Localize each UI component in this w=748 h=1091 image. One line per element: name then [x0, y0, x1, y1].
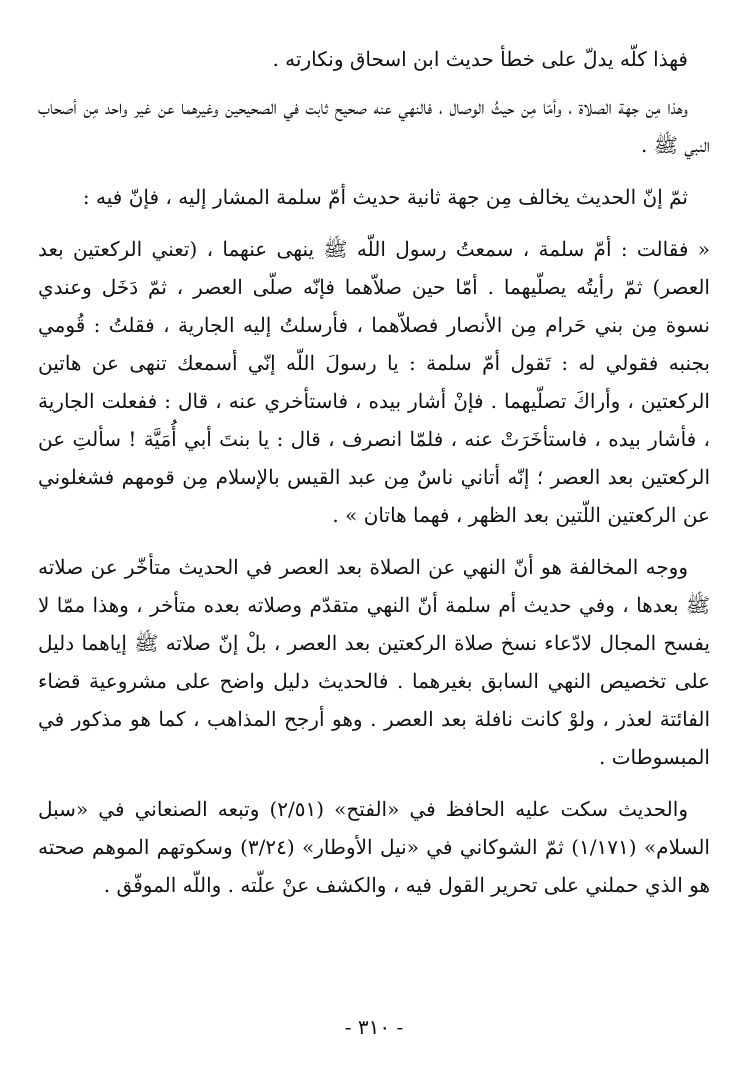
paragraph-conclusion: فهذا كلّه يدلّ على خطأ حديث ابن اسحاق ونكارته .	[272, 47, 688, 71]
page-body	[38, 40, 710, 918]
paragraph-hadith-quote: « فقالت : أمّ سلمة ، سمعتُ رسول اللّه ﷺ ينهى عنهما ، (تعني الركعتين بعد العصر) ثمّ رأيتُه يصلّيهما . أمّا حين صلاّهما فإنّه صلّى العصر ، ثمّ دَخَل وعندي نسوة مِن بني حَرام مِن الأنصار فصلاّهما ، فأرسلتُ إليه الجارية ، فقلتُ : قُومي بجنبه فقولي له : تَقول أمّ سلمة : يا رسولَ اللّه إنّي أسمعك تنهى عن هاتين الركعتين ، وأراكَ تصلّيهما . فإنْ أشار بيده ، فاستأخري عنه ، قال : ففعلت الجارية ، فأشار بيده ، فاستأخَرَتْ عنه ، فلمّا انصرف ، قال : يا بنتَ أبي أُمَيَّة ! سألتِ عن الركعتين بعد العصر ؛ إنّه أتاني ناسٌ مِن عبد القيس بالإسلام مِن قومهم فشغلوني عن الركعتين اللّتين بعد الظهر ، فهما هاتان » .	[38, 237, 710, 527]
paragraph-wisal: وهذا مِن جهة الصلاة ، وأمّا مِن حيثُ الوصال ، فالنهي عنه صحيح ثابت في الصحيحين وغيرهما عن غير واحد مِن أصحاب النبي ﷺ .	[38, 95, 710, 157]
paragraph-umm-salama-intro: ثمّ إنّ الحديث يخالف مِن جهة ثانية حديث أمّ سلمة المشار إليه ، فإنّ فيه :	[82, 185, 688, 209]
paragraph-contradiction: ووجه المخالفة هو أنّ النهي عن الصلاة بعد العصر في الحديث متأخّر عن صلاته ﷺ بعدها ، وفي حديث أم سلمة أنّ النهي متقدّم وصلاته بعده متأخر ، وهذا ممّا لا يفسح المجال لادّعاء نسخ صلاة الركعتين بعد العصر ، بلْ إنّ صلاته ﷺ إياهما دليل على تخصيص النهي السابق بغيرهما . فالحديث دليل واضح على مشروعية قضاء الفائتة لعذر ، ولوْ كانت نافلة بعد العصر . وهو أرجح المذاهب ، كما هو مذكور في المبسوطات .	[38, 555, 710, 769]
page-number: - ٣١٠ -	[344, 1015, 404, 1039]
paragraph-sources: والحديث سكت عليه الحافظ في «الفتح» (٢/٥١) وتبعه الصنعاني في «سبل السلام» (١/١٧١) ثمّ الشوكاني في «نيل الأوطار» (٣/٢٤) وسكوتهم الموهم صحته هو الذي حملني على تحرير القول فيه ، والكشف عنْ علّته . واللّه الموفّق .	[38, 797, 710, 897]
